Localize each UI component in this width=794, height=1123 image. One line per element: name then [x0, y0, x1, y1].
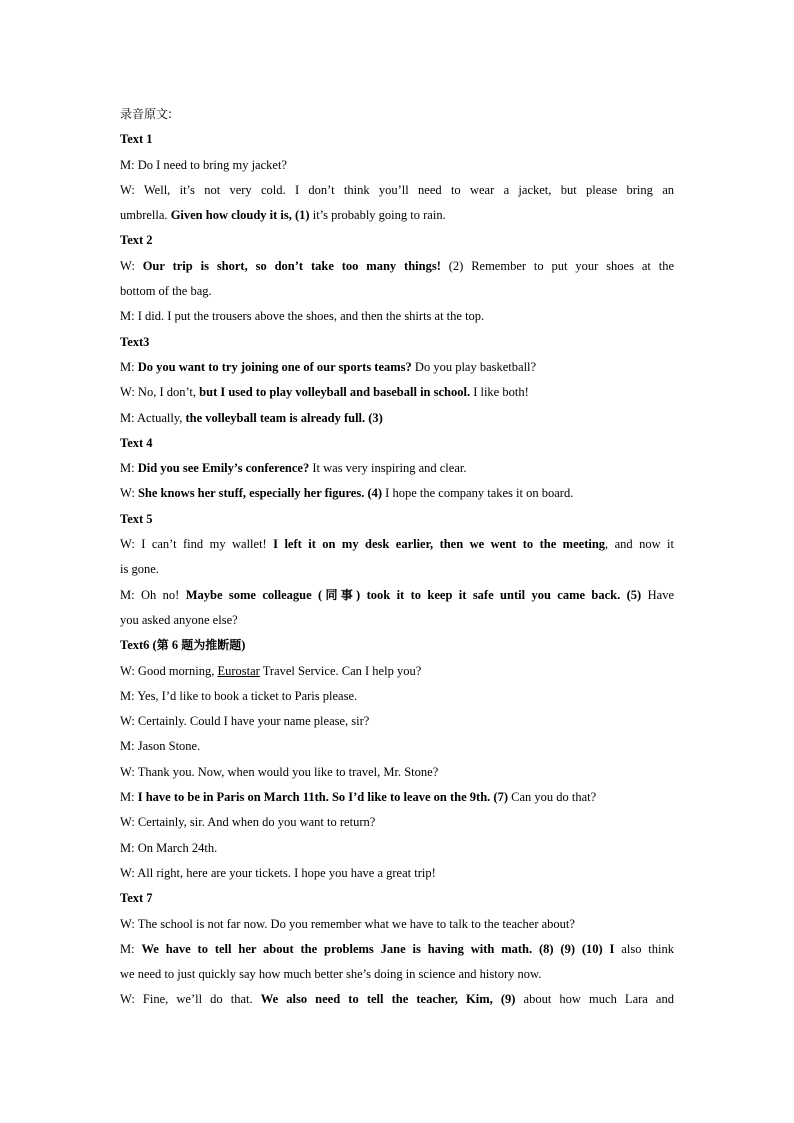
line-text: Can you do that? [507, 790, 597, 805]
line-text: , and now it [605, 537, 674, 552]
line-text: M: [120, 359, 138, 374]
section-heading [120, 228, 674, 253]
emphasized-text: the volleyball team is already full. (3) [185, 410, 383, 425]
section-heading [120, 330, 674, 355]
line-text: M: On March 24th. [120, 840, 218, 855]
emphasized-text: Maybe some colleague ( [185, 587, 323, 602]
line-text: M: [120, 790, 138, 805]
transcript-body [120, 102, 674, 1013]
dialogue-line [120, 532, 674, 557]
dialogue-line [120, 912, 674, 937]
emphasized-text: She knows her stuff, especially her figures. (4) [137, 486, 383, 501]
emphasized-text: ) [241, 638, 246, 653]
dialogue-line [120, 254, 674, 279]
emphasized-text: but I used to play volleyball and baseball in school. [199, 385, 471, 400]
emphasized-text: Our trip is short, so don’t take too many things! [142, 258, 441, 273]
dialogue-line [120, 608, 674, 633]
emphasized-text: I left it on my desk earlier, then we went to the meeting [273, 537, 606, 552]
line-text: Travel Service. Can I help you? [259, 663, 422, 678]
line-text: it’s probably going to rain. [309, 208, 446, 223]
dialogue-line [120, 153, 674, 178]
emphasized-text: Text3 [120, 334, 150, 349]
line-text: W: Well, it’s not very cold. I don’t think you’ll need to wear a jacket, but please bring an [120, 182, 674, 197]
line-text: Do you play basketball? [411, 359, 537, 374]
line-text: Have [641, 587, 674, 602]
dialogue-line [120, 987, 674, 1012]
dialogue-line [120, 785, 674, 810]
emphasized-text: We also need to tell the teacher, Kim, (9) [260, 992, 516, 1007]
dialogue-line [120, 406, 674, 431]
dialogue-line [120, 557, 674, 582]
section-heading [120, 431, 674, 456]
line-text: bottom of the bag. [120, 284, 212, 299]
line-text: M: Jason Stone. [120, 739, 201, 754]
dialogue-line [120, 861, 674, 886]
section-heading [120, 633, 674, 658]
line-text: about how much Lara and [515, 992, 674, 1007]
dialogue-line [120, 962, 674, 987]
line-text: W: [120, 486, 138, 501]
line-text: umbrella. [120, 208, 171, 223]
line-text: M: [120, 941, 142, 956]
emphasized-text: Text 5 [120, 511, 153, 526]
emphasized-text: Text 1 [120, 132, 153, 147]
document-header: 录音原文: [120, 107, 173, 121]
dialogue-line [120, 481, 674, 506]
line-text: M: Actually, [120, 410, 186, 425]
emphasized-text: Text 4 [120, 435, 153, 450]
dialogue-line [120, 709, 674, 734]
dialogue-line [120, 178, 674, 203]
emphasized-text: Did you see Emily’s conference? [137, 461, 310, 476]
emphasized-text: ) took it to keep it safe until you came back. (5) [356, 587, 642, 602]
dialogue-line [120, 734, 674, 759]
emphasized-text: Text 2 [120, 233, 153, 248]
line-text: W: All right, here are your tickets. I hope you have a great trip! [120, 865, 436, 880]
dialogue-line [120, 760, 674, 785]
line-text: W: Certainly, sir. And when do you want to return? [120, 815, 376, 830]
dialogue-line [120, 203, 674, 228]
section-heading [120, 127, 674, 152]
dialogue-line [120, 380, 674, 405]
line-text: is gone. [120, 562, 159, 577]
line-text: W: Fine, we’ll do that. [120, 992, 261, 1007]
dialogue-line [120, 937, 674, 962]
section-heading [120, 886, 674, 911]
dialogue-line [120, 583, 674, 608]
dialogue-line [120, 836, 674, 861]
dialogue-line [120, 304, 674, 329]
line-text: W: Certainly. Could I have your name please, sir? [120, 714, 370, 729]
dialogue-line [120, 279, 674, 304]
emphasized-text: We have to tell her about the problems Jane is having with math. (8) (9) (10) I [141, 941, 615, 956]
line-text: W: The school is not far now. Do you remember what we have to talk to the teacher about? [120, 916, 575, 931]
line-text: also think [614, 941, 675, 956]
line-text: W: I can’t find my wallet! [120, 537, 274, 552]
line-text: M: I did. I put the trousers above the shoes, and then the shirts at the top. [120, 309, 485, 324]
dialogue-line [120, 659, 674, 684]
dialogue-line [120, 456, 674, 481]
line-text: I hope the company takes it on board. [382, 486, 574, 501]
dialogue-line [120, 810, 674, 835]
emphasized-text: Do you want to try joining one of our sports teams? [137, 359, 412, 374]
line-text: W: Thank you. Now, when would you like to travel, Mr. Stone? [120, 764, 439, 779]
line-text: M: Oh no! [120, 587, 186, 602]
dialogue-line [120, 684, 674, 709]
dialogue-line [120, 355, 674, 380]
emphasized-text: Text 7 [120, 891, 153, 906]
line-text: W: Good morning, [120, 663, 218, 678]
emphasized-text: 第 [156, 638, 169, 653]
line-text: you asked anyone else? [120, 612, 238, 627]
line-text: (2) Remember to put your shoes at the [440, 258, 675, 273]
line-text: W: [120, 258, 143, 273]
emphasized-text: 6 [168, 638, 182, 653]
line-text: W: No, I don’t, [120, 385, 200, 400]
line-text: Eurostar [217, 663, 260, 678]
line-text: M: Yes, I’d like to book a ticket to Paris please. [120, 688, 358, 703]
emphasized-text: I have to be in Paris on March 11th. So I’d like to leave on the 9th. (7) [137, 790, 508, 805]
line-text: It was very inspiring and clear. [309, 461, 467, 476]
section-heading [120, 507, 674, 532]
emphasized-text: Given how cloudy it is, (1) [170, 208, 310, 223]
emphasized-text: Text6 ( [120, 638, 157, 653]
line-text: I like both! [470, 385, 529, 400]
line-text: we need to just quickly say how much better she’s doing in science and history now. [120, 967, 542, 982]
line-text: M: Do I need to bring my jacket? [120, 157, 287, 172]
emphasized-text: 同事 [322, 587, 357, 602]
line-text: M: [120, 461, 138, 476]
emphasized-text: 题为推断题 [181, 638, 242, 653]
